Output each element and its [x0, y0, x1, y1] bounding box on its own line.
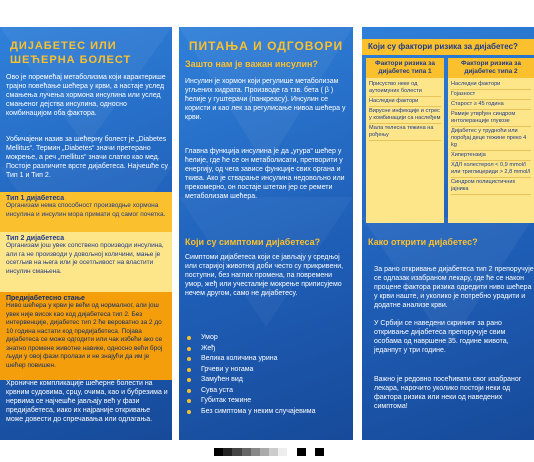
bullet-icon — [187, 347, 191, 351]
answer-insulin-2: Главна функција инсулина је да „угура“ шећер у ћелије, где ће се он метаболисати, претворити у енергију, од чега зависе функције свих органа и ткива. Ако је стварање инсулина недовољно или прекомерно, он постаје штетан јер се ремети метаболизам шећера. — [185, 148, 345, 200]
intro-text: Ово је поремећај метаболизма који карактерише трајно повећање шећера у крви, а настаје услед смањења лучења хормона инсулина или услед смањеног дејства инсулина, односно комбинацијом оба фактора. — [6, 74, 166, 117]
answer-symptoms: Симптоми дијабетеса који се јављају у средњој или старијој животној доби често су прикривени, поступни, без наглих промена, па повремени умор, жеђ или учесталије мокрење приписујемо нечем другом, само не дијабетесу. — [185, 254, 344, 297]
list-item — [187, 344, 347, 355]
table-row: Дијабетес у трудноћи или порођај деце тежине преко 4 kg — [451, 127, 531, 151]
table-row: Гојазност — [451, 90, 531, 100]
table-row: Синдром полицистичних јајника — [451, 178, 531, 195]
question-insulin: Зашто нам је важан инсулин? — [185, 59, 318, 69]
question-detection: Како открити дијабетес? — [368, 237, 478, 247]
bullet-icon — [187, 357, 191, 361]
symptom-label: Замућен вид — [201, 376, 243, 383]
detection-text-2: У Србији се наведени скрининг за рано откривање дијабетеса препоручује свим особама од навршене 35. године живота, једанпут у три године. — [374, 320, 509, 354]
panel-title — [4, 39, 172, 67]
bullet-icon — [187, 410, 191, 414]
table-row: Наследни фактори — [369, 97, 441, 107]
list-item — [187, 396, 347, 407]
table-row: Старост ≥ 45 година — [451, 100, 531, 110]
questions-panel — [179, 27, 353, 440]
bullet-icon — [187, 378, 191, 382]
type2-title: Тип 2 дијабетеса — [6, 235, 65, 242]
table-row: Рамије утврђен синдром интолеранције глукозе — [451, 110, 531, 127]
bullet-icon — [187, 368, 191, 372]
list-item — [187, 354, 347, 365]
symptom-label: Умор — [201, 334, 218, 341]
list-item — [187, 365, 347, 376]
table-row: Вирусне инфекције и стрес у комбинацији са наслеђем — [369, 107, 441, 124]
table-row: Мала телесна тежина на рођењу — [369, 124, 441, 141]
bullet-icon — [187, 399, 191, 403]
symptom-list — [187, 333, 347, 417]
diabetes-info-panel — [0, 27, 172, 440]
list-item — [187, 375, 347, 386]
symptom-label: Сува уста — [201, 386, 233, 394]
list-item — [187, 386, 347, 397]
bullet-icon — [187, 336, 191, 340]
risk-factors-header: Који су фактори ризика за дијабетес? — [362, 39, 534, 55]
table-row: Наследни фактори — [451, 80, 531, 90]
symptom-label: Без симптома у неким случајевима — [201, 407, 316, 415]
risk-factors-panel — [362, 27, 534, 440]
list-item — [187, 333, 347, 344]
list-item — [187, 407, 347, 418]
bullet-icon — [187, 389, 191, 393]
risk-table-header: Фактори ризика за дијабетес типа 2 — [448, 58, 534, 78]
type1-title: Тип 1 дијабетеса — [6, 195, 65, 202]
panel-title: ПИТАЊА И ОДГОВОРИ — [188, 39, 344, 53]
symptom-label: Грчеви у ногама — [201, 365, 254, 373]
prediabetes-title: Предијабетесно стање — [6, 295, 85, 302]
intro-text-2: Уобичајени назив за шећерну болест је „Diabetes Mellitus“. Термин „Diabetes“ значи претерано мокрење, а реч „mellitus“ значи слатко као мед. Постоје различите врсте дијабетеса. Најчешће су Тип 1 и Тип 2. — [6, 136, 168, 179]
risk-table-header: Фактори ризика за дијабетес типа 1 — [366, 58, 444, 78]
question-symptoms: Који су симптоми дијабетеса? — [185, 237, 321, 247]
risk-table-type1 — [366, 58, 444, 223]
prediabetes-box — [0, 292, 172, 380]
detection-text-3: Важно је редовно посећивати свог изабраног лекара, нарочито уколико постоји неки од фактора ризика или неки од наведених симптома! — [374, 376, 522, 410]
type2-text: Организам још увек сопствено производи инсулина, али га не производи у довољној количини, мање је осетљив на њега или је осетљивост на властити инсулин смањена. — [6, 242, 164, 275]
prediabetes-text: Ниво шећера у крви је већи од нормалног, али још увек није висок као код дијабетеса тип 2. Без интервенције, дијабетес тип 2 ће вероватно за 2 до 10 година настати код предијабетеса. Појава дијабетеса се може одгодити или чак избећи ако се знатно промене животне навике, односно већи број људи у овој фази пролази и не знајући да им је шећер повишен. — [6, 302, 163, 369]
complications-text: Хроничне компликације шећерне болести на крвним судовима, срцу, очима, као и бубрезима и нервима се најчешће јављају већ у фази предијабетеса, иако их најраније откривање може довести до спречавања или одлагања. — [6, 380, 168, 423]
answer-insulin-1: Инсулин је хормон који регулише метаболизам угљених хидрата. Производе га тзв. бета ( β ) ћелије у гуштерачи (панкреасу). Инсулин се користи и као лек за регулисање нивоа шећера у крви. — [185, 78, 346, 121]
print-color-bar — [214, 448, 324, 456]
symptom-label: Губитак тежине — [201, 397, 252, 404]
symptom-label: Жеђ — [201, 344, 216, 352]
panel-title-line: ДИЈАБЕТЕС ИЛИ — [10, 40, 117, 52]
risk-table-type2 — [448, 58, 534, 223]
type2-box — [0, 232, 172, 292]
panel-title-line: ШЕЋЕРНА БОЛЕСТ — [10, 54, 132, 66]
table-row: ХДЛ холестерол < 0,9 mmol/l или триглицериди > 2,8 mmol/l — [451, 161, 531, 178]
symptom-label: Велика количина урина — [201, 355, 278, 362]
type1-text: Организам нема способност производње хормона инсулина и инсулин мора примати од самог почетка. — [6, 202, 166, 218]
table-row: Хипертензија — [451, 151, 531, 161]
detection-text-1: За рано откривање дијабетеса тип 2 препоручује се одлазак изабраном лекару, где ће се након процене фактора ризика одредити ниво шећера у крви наште, и уколико је потребно урадити и додатне анализе крви. — [374, 266, 534, 309]
table-row: Присуство неке од аутоимуних болести — [369, 80, 441, 97]
